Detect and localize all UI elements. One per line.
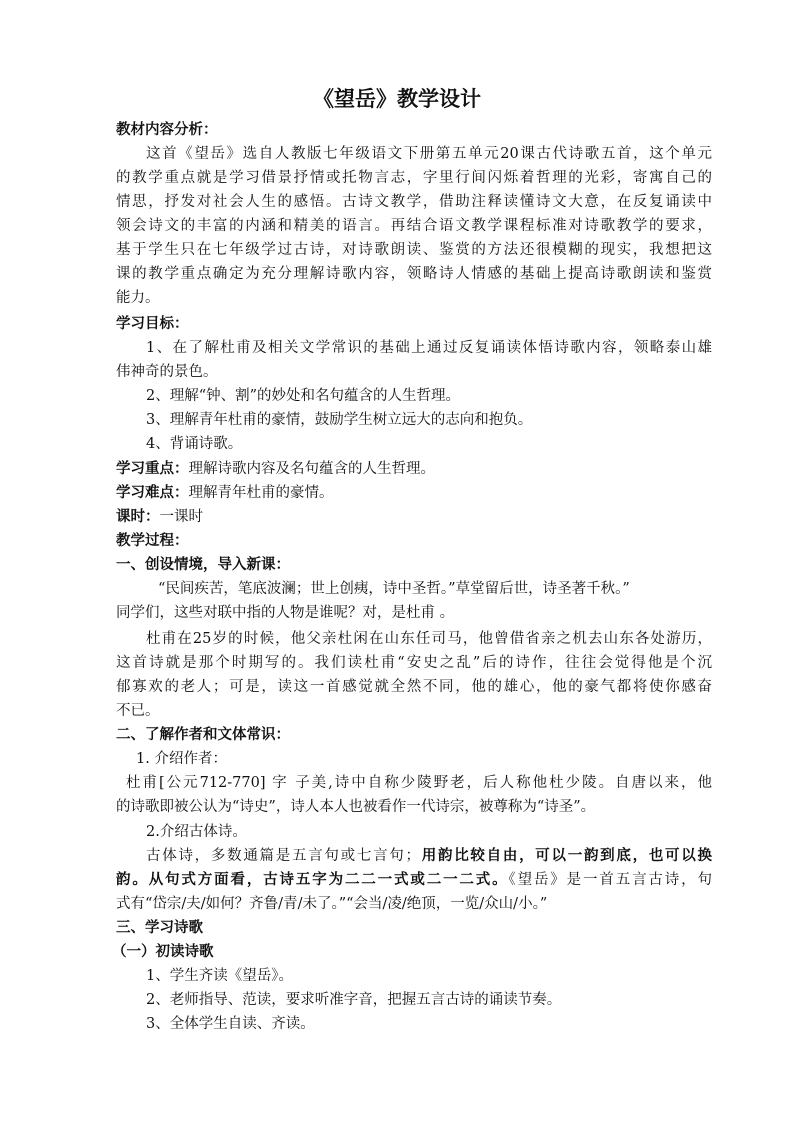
key-points (116, 457, 435, 481)
section-1-line: 这首诗就是那个时期写的。我们读杜甫“安史之乱”后的诗作，往往会觉得他是个沉 (116, 655, 712, 671)
section-2-line: 2.介绍古体诗。 (146, 824, 247, 840)
goal-line: 2、理解“钟、割”的妙处和名句蕴含的人生哲理。 (146, 388, 461, 404)
section-2-line: 1. 介绍作者： (136, 751, 227, 767)
difficulties-text: 理解青年杜甫的豪情。 (188, 485, 334, 501)
difficulties (116, 481, 334, 505)
class-hours-text: 一课时 (159, 509, 203, 525)
analysis-line: 课的教学重点确定为充分理解诗歌内容，领略诗人情感的基础上提高诗歌朗读和鉴赏 (116, 266, 712, 282)
section-2-title: 二、了解作者和文体常识： (116, 726, 290, 743)
section-1-line: 不已。 (116, 703, 160, 719)
analysis-line: 这首《望岳》选自人教版七年级语文下册第五单元20课古代诗歌五首，这个单元 (146, 146, 712, 162)
key-points-label: 学习重点： (116, 460, 189, 477)
goal-line: 1、在了解杜甫及相关文学常识的基础上通过反复诵读体悟诗歌内容，领略泰山雄 (146, 340, 712, 356)
goal-line: 4、背诵诗歌。 (146, 436, 243, 452)
section-1-line: 杜甫在25岁的时候，他父亲杜闲在山东任司马，他曾借省亲之机去山东各处游历， (146, 631, 712, 647)
ancient-poem-text: 古体诗，多数通篇是五言句或七言句； (146, 848, 421, 864)
class-hours-label: 课时： (116, 508, 160, 525)
goal-line: 伟神奇的景色。 (116, 364, 218, 380)
document-title: 《望岳》教学设计 (313, 86, 481, 111)
section-2-line: 杜甫[公元712-770] 字 子美,诗中自称少陵野老，后人称他杜少陵。自唐以来，他 (126, 775, 712, 791)
analysis-line: 能力。 (116, 290, 160, 306)
heading-process: 教学过程： (116, 532, 189, 549)
heading-goals: 学习目标： (116, 315, 189, 332)
section-2-line: 的诗歌即被公认为“诗史”，诗人本人也被看作一代诗宗，被尊称为“诗圣”。 (116, 799, 596, 815)
analysis-line: 基于学生只在七年级学过古诗，对诗歌朗读、鉴赏的方法还很模糊的现实，我想把这 (116, 242, 712, 258)
key-points-text: 理解诗歌内容及名句蕴含的人生哲理。 (188, 461, 435, 477)
analysis-line: 情思，抒发对社会人生的感悟。古诗文教学，借助注释读懂诗文大意，在反复诵读中 (116, 194, 712, 210)
analysis-line: 的教学重点就是学习借景抒情或托物言志，字里行间闪烁着哲理的光彩，寄寓自己的 (116, 170, 712, 186)
ancient-poem-text: 《望岳》是一首五言古诗，句 (508, 872, 712, 888)
section-2-line: 式有“岱宗/夫/如何？齐鲁/青/未了。”“会当/凌/绝顶，一览/众山/小。” (116, 896, 548, 912)
ancient-poem-bold: 用韵比较自由，可以一韵到底，也可以换 (420, 847, 713, 864)
section-1-line: 郁寡欢的老人；可是，读这一首感觉就全然不同，他的雄心，他的豪气都将使你感奋 (116, 679, 712, 695)
section-1-line: 同学们，这些对联中指的人物是谁呢？对，是杜甫 。 (116, 605, 455, 621)
section-3-line: 3、全体学生自读、齐读。 (146, 1016, 315, 1032)
heading-analysis: 教材内容分析： (116, 121, 218, 138)
section-3-subtitle: （一）初读诗歌 (112, 943, 214, 960)
section-1-line: “民间疾苦，笔底波澜；世上创痍，诗中圣哲。”草堂留后世，诗圣著千秋。” (158, 581, 630, 597)
section-3-line: 2、老师指导、范读，要求听准字音，把握五言古诗的诵读节奏。 (146, 992, 562, 1008)
section-3-line: 1、学生齐读《望岳》。 (146, 968, 293, 984)
section-3-title: 三、学习诗歌 (116, 919, 203, 936)
analysis-line: 领会诗文的丰富的内涵和精美的语言。再结合语文教学课程标准对诗歌教学的要求， (116, 218, 712, 234)
section-2-line (146, 844, 712, 868)
section-1-title: 一、创设情境，导入新课： (116, 556, 290, 573)
section-2-line (116, 868, 712, 892)
ancient-poem-bold: 韵。从句式方面看，古诗五字为二二一式或二一二式。 (116, 871, 509, 888)
class-hours (116, 505, 203, 529)
difficulties-label: 学习难点： (116, 484, 189, 501)
goal-line: 3、理解青年杜甫的豪情，鼓励学生树立远大的志向和抱负。 (146, 412, 533, 428)
